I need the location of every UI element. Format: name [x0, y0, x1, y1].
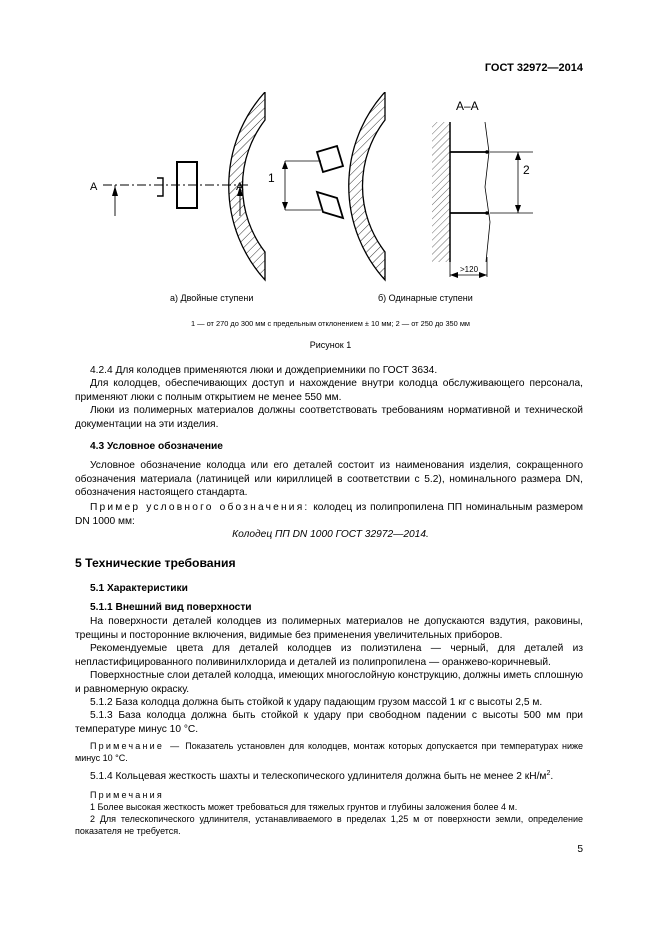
note-1: 1 Более высокая жесткость может требоваться для тяжелых грунтов и глубины заложения более 4 м. — [90, 802, 518, 812]
section-marker-left: А — [90, 181, 98, 193]
heading-5-1-1: 5.1.1 Внешний вид поверхности — [90, 602, 252, 613]
notes-label: Примечания — [90, 790, 164, 800]
paragraph-5-1-3: 5.1.3 База колодца должна быть стойкой к удару при свободном падении с высоты 500 мм при температуре минус 10 °С. — [75, 710, 583, 735]
example-label: Пример условного обозначения: — [90, 502, 310, 513]
note-2: 2 Для телескопического удлинителя, устанавливаемого в пределах 1,25 м от поверхности земли, определение показателя не требуется. — [75, 814, 583, 836]
figure-title: Рисунок 1 — [309, 340, 352, 350]
paragraph-wells-hatches: Для колодцев, обеспечивающих доступ и нахождение внутри колодца обслуживающего персонала, применяют люки с полным открытием не менее 550 мм. — [75, 378, 583, 403]
page-number: 5 — [577, 844, 583, 855]
section-a-a-drawing — [432, 122, 533, 278]
figure-1-drawing — [85, 92, 565, 292]
paragraph-5-1-4 — [75, 770, 583, 784]
example-text: колодец из полипропилена ПП номинальным размером DN 1000 мм: — [75, 502, 583, 527]
paragraph-5-1-1: На поверхности деталей колодцев из полимерных материалов не допускаются вздутия, раковины, трещины и посторонние включения, видимые без применения увеличительных приборов. — [75, 616, 583, 641]
example-designation: Колодец ПП DN 1000 ГОСТ 32972—2014. — [232, 529, 429, 540]
section-title: А–А — [456, 99, 479, 113]
doc-code-header: ГОСТ 32972—2014 — [484, 62, 583, 74]
heading-4-3: 4.3 Условное обозначение — [90, 441, 223, 452]
dimension-1-label: 1 — [268, 171, 275, 185]
note-label: Примечание — — [90, 741, 182, 751]
section-marker-right: А — [236, 181, 244, 193]
paragraph-5-1-4-end: . — [550, 771, 554, 782]
paragraph-5-1-2: 5.1.2 База колодца должна быть стойкой к удару падающим грузом массой 1 кг с высоты 2,5 м. — [90, 697, 543, 708]
heading-5-1: 5.1 Характеристики — [90, 583, 188, 594]
example-paragraph — [75, 501, 583, 528]
paragraph-polymer-hatches: Люки из полимерных материалов должны соответствовать требованиям нормативной и технической документации на эти изделия. — [75, 405, 583, 430]
figure-caption-a: а) Двойные ступени — [170, 293, 254, 303]
paragraph-4-2-4: 4.2.4 Для колодцев применяются люки и дождеприемники по ГОСТ 3634. — [90, 365, 438, 376]
superscript: 2 — [546, 770, 551, 777]
paragraph-colors: Рекомендуемые цвета для деталей колодцев из полиэтилена — черный, для деталей из непластифицированного поливинилхлорида и деталей из полипропилена — оранжево-коричневый. — [75, 643, 583, 668]
paragraph-4-3: Условное обозначение колодца или его деталей состоит из наименования изделия, сокращенного обозначения материала (латиницей или кириллицей в соответствии с 5.2), номинального размера DN, обозначения настоящего стандарта. — [75, 460, 583, 499]
paragraph-layers: Поверхностные слои деталей колодца, имеющих многослойную конструкцию, должны иметь сплошную и равномерную окраску. — [75, 670, 583, 695]
figure-caption-b: б) Одинарные ступени — [378, 293, 473, 303]
note-5-1-3 — [75, 740, 583, 764]
dimension-120-label: >120 — [460, 265, 479, 274]
dimension-2-label: 2 — [523, 163, 530, 177]
note-text: Показатель установлен для колодцев, монтаж которых допускается при температурах ниже минус 10 °С. — [75, 741, 583, 763]
single-steps-drawing — [282, 92, 385, 280]
paragraph-5-1-4-text: 5.1.4 Кольцевая жесткость шахты и телескопического удлинителя должна быть не менее 2 кН/м — [90, 771, 547, 782]
heading-5: 5 Технические требования — [75, 556, 236, 570]
figure-note: 1 — от 270 до 300 мм с предельным отклонением ± 10 мм; 2 — от 250 до 350 мм — [191, 319, 470, 328]
